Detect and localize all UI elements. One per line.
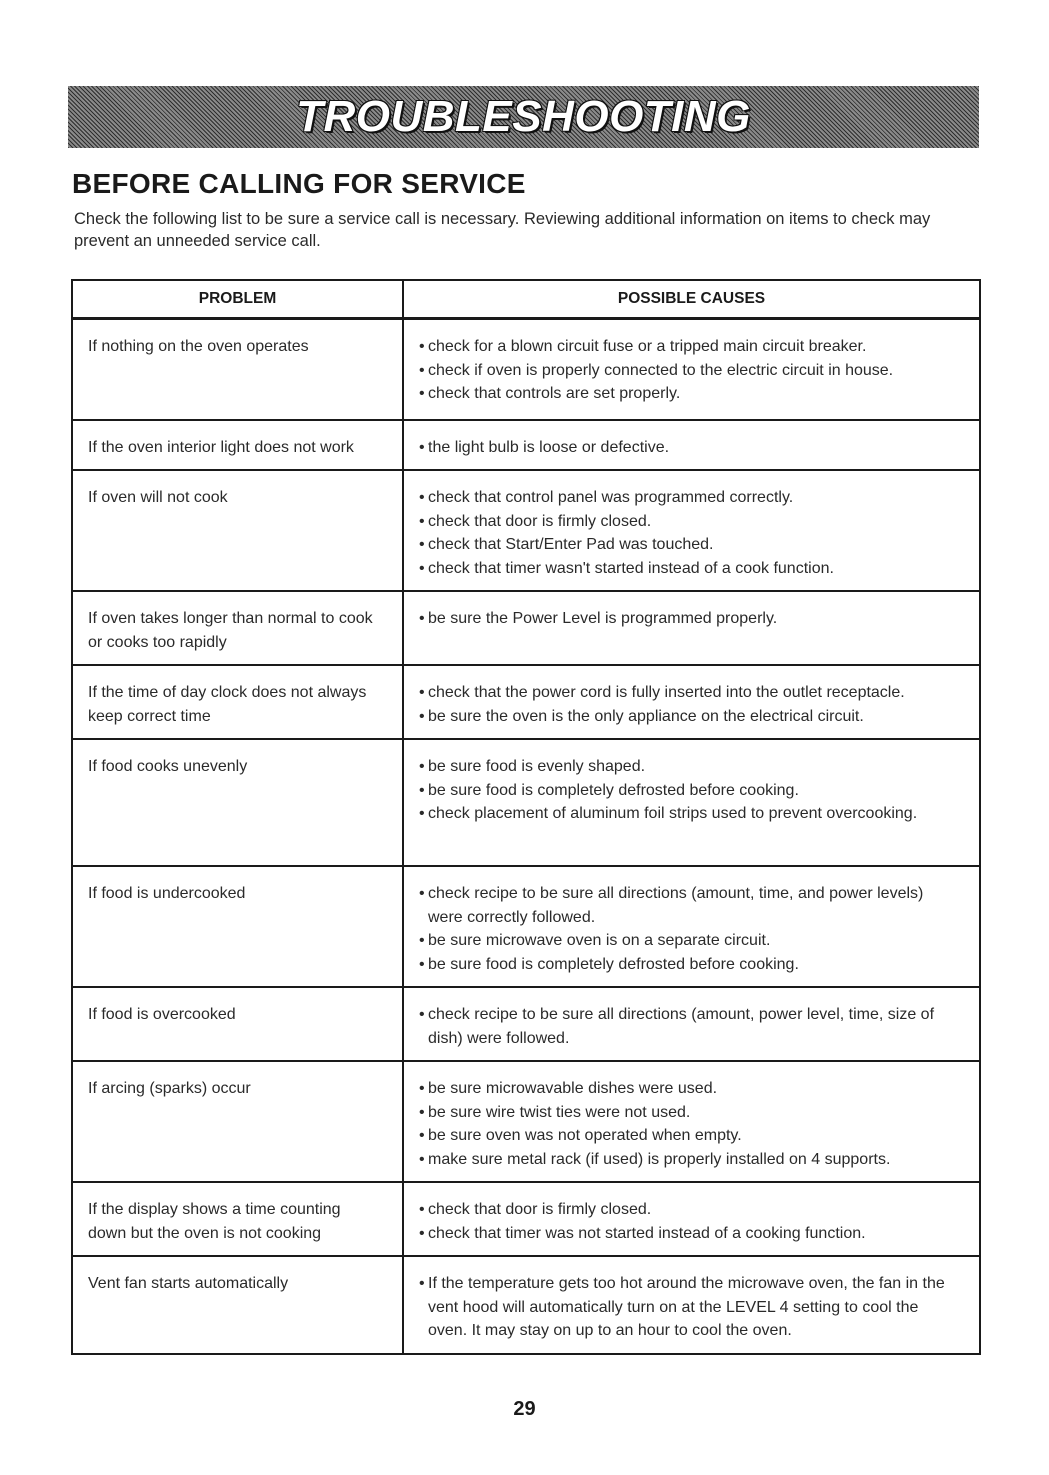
bullet-icon: • <box>419 512 425 530</box>
cause-line <box>419 1124 971 1148</box>
causes-cell <box>403 1182 980 1256</box>
cause-item <box>419 533 971 557</box>
cause-line <box>428 906 971 930</box>
cause-item <box>419 953 971 977</box>
cause-line <box>419 436 971 460</box>
table-header-row <box>72 280 980 319</box>
cause-item <box>419 705 971 729</box>
cause-item <box>419 382 971 406</box>
causes-cell <box>403 470 980 591</box>
cause-line <box>419 681 971 705</box>
bullet-icon: • <box>419 385 425 402</box>
bullet-icon: • <box>419 361 425 379</box>
cause-text: check that the power cord is fully inserted into the outlet receptacle. <box>428 684 905 701</box>
cause-item <box>419 486 971 510</box>
cause-line <box>419 1003 971 1027</box>
cause-text: dish) were followed. <box>428 1029 570 1047</box>
cause-text: check that timer was not started instead of a cooking function. <box>428 1224 866 1242</box>
cause-text: vent hood will automatically turn on at the LEVEL 4 setting to cool the <box>428 1298 919 1316</box>
problem-text: If the oven interior light does not work <box>88 438 354 456</box>
cause-line <box>419 755 971 779</box>
cause-item <box>419 1272 971 1343</box>
bullet-icon: • <box>419 1201 425 1218</box>
table-row <box>72 1182 980 1256</box>
cause-line <box>428 1296 971 1320</box>
problem-cell <box>72 1256 403 1354</box>
cause-line <box>428 1319 971 1343</box>
cause-text: check if oven is properly connected to the electric circuit in house. <box>428 361 894 379</box>
cause-item <box>419 436 971 460</box>
cause-line <box>419 382 971 406</box>
bullet-icon: • <box>419 805 425 822</box>
table-row <box>72 1256 980 1354</box>
troubleshooting-table <box>71 279 981 1355</box>
cause-text: make sure metal rack (if used) is properly installed on 4 supports. <box>428 1150 891 1168</box>
cause-line <box>419 1272 971 1296</box>
problem-text: If food cooks unevenly <box>88 758 248 775</box>
cause-text: be sure microwave oven is on a separate circuit. <box>428 932 771 949</box>
problem-text: If food is undercooked <box>88 885 246 902</box>
cause-line <box>419 359 971 383</box>
page-number: 29 <box>513 1398 536 1420</box>
problem-text: down but the oven is not cooking <box>88 1224 322 1242</box>
bullet-icon: • <box>419 489 425 506</box>
cause-text: be sure food is completely defrosted before cooking. <box>428 781 799 799</box>
table-row <box>72 866 980 987</box>
problem-text: If oven takes longer than normal to cook <box>88 610 373 627</box>
table-row <box>72 665 980 739</box>
title-banner <box>68 86 979 148</box>
causes-cell <box>403 591 980 665</box>
cause-text: check that Start/Enter Pad was touched. <box>428 536 714 553</box>
cause-text: check that timer wasn't started instead of a cook function. <box>428 559 834 577</box>
problem-cell <box>72 470 403 591</box>
cause-item <box>419 1003 971 1050</box>
table-row <box>72 987 980 1061</box>
bullet-icon: • <box>419 1150 425 1168</box>
cause-item <box>419 882 971 929</box>
cause-text: be sure microwavable dishes were used. <box>428 1080 718 1097</box>
cause-text: If the temperature gets too hot around the microwave oven, the fan in the <box>428 1275 945 1292</box>
cause-item <box>419 929 971 953</box>
cause-line <box>419 1198 971 1222</box>
bullet-icon: • <box>419 338 425 355</box>
problem-cell <box>72 739 403 866</box>
table-row <box>72 420 980 471</box>
table-row <box>72 591 980 665</box>
cause-text: check that control panel was programmed correctly. <box>428 489 794 506</box>
cause-item <box>419 335 971 359</box>
cause-text: check placement of aluminum foil strips used to prevent overcooking. <box>428 805 918 822</box>
cause-text: be sure the Power Level is programmed properly. <box>428 610 778 627</box>
cause-line <box>419 335 971 359</box>
cause-text: be sure wire twist ties were not used. <box>428 1103 691 1121</box>
cause-line <box>419 929 971 953</box>
bullet-icon: • <box>419 610 425 627</box>
cause-line <box>419 1077 971 1101</box>
problem-cell <box>72 319 403 420</box>
bullet-icon: • <box>419 1080 425 1097</box>
cause-text: check that controls are set properly. <box>428 385 681 402</box>
cause-item <box>419 1077 971 1101</box>
cause-text: be sure oven was not operated when empty. <box>428 1127 742 1144</box>
causes-cell <box>403 1256 980 1354</box>
cause-line <box>419 1101 971 1125</box>
bullet-icon: • <box>419 559 425 577</box>
bullet-icon: • <box>419 758 425 775</box>
problem-column-header: PROBLEM <box>72 280 403 319</box>
cause-item <box>419 510 971 534</box>
problem-text: If food is overcooked <box>88 1006 236 1023</box>
causes-cell <box>403 1061 980 1182</box>
cause-text: check for a blown circuit fuse or a tripped main circuit breaker. <box>428 338 867 355</box>
problem-text: If nothing on the oven operates <box>88 338 309 355</box>
cause-item <box>419 755 971 779</box>
bullet-icon: • <box>419 1275 425 1292</box>
cause-item <box>419 1101 971 1125</box>
problem-text: Vent fan starts automatically <box>88 1275 289 1292</box>
problem-cell <box>72 1061 403 1182</box>
cause-text: be sure food is evenly shaped. <box>428 758 646 775</box>
cause-line <box>419 1148 971 1172</box>
bullet-icon: • <box>419 438 425 456</box>
cause-line <box>419 557 971 581</box>
cause-item <box>419 681 971 705</box>
problem-text: If the time of day clock does not always <box>88 684 367 701</box>
cause-item <box>419 1222 971 1246</box>
cause-line <box>419 607 971 631</box>
cause-item <box>419 607 971 631</box>
cause-line <box>419 953 971 977</box>
cause-text: oven. It may stay on up to an hour to cool the oven. <box>428 1322 792 1339</box>
cause-item <box>419 779 971 803</box>
cause-text: check that door is firmly closed. <box>428 1201 652 1218</box>
cause-text: check that door is firmly closed. <box>428 512 652 530</box>
bullet-icon: • <box>419 932 425 949</box>
bullet-icon: • <box>419 885 425 902</box>
cause-text: check recipe to be sure all directions (amount, time, and power levels) <box>428 885 924 902</box>
cause-line <box>428 1027 971 1051</box>
cause-item <box>419 359 971 383</box>
table-row <box>72 470 980 591</box>
cause-item <box>419 557 971 581</box>
intro-paragraph: Check the following list to be sure a service call is necessary. Reviewing additional information on items to check may prevent an unneeded service call. <box>74 210 931 250</box>
bullet-icon: • <box>419 1127 425 1144</box>
table-row <box>72 739 980 866</box>
cause-item <box>419 1124 971 1148</box>
problem-cell <box>72 987 403 1061</box>
causes-column-header: POSSIBLE CAUSES <box>403 280 980 319</box>
problem-text: keep correct time <box>88 707 211 725</box>
bullet-icon: • <box>419 684 425 701</box>
problem-cell <box>72 1182 403 1256</box>
table-body <box>72 319 980 1355</box>
causes-cell <box>403 420 980 471</box>
cause-text: check recipe to be sure all directions (amount, power level, time, size of <box>428 1006 935 1023</box>
section-heading: BEFORE CALLING FOR SERVICE <box>72 168 526 199</box>
cause-line <box>419 486 971 510</box>
problem-cell <box>72 665 403 739</box>
problem-cell <box>72 591 403 665</box>
bullet-icon: • <box>419 781 425 799</box>
causes-cell <box>403 739 980 866</box>
problem-cell <box>72 866 403 987</box>
cause-line <box>419 1222 971 1246</box>
table-row <box>72 1061 980 1182</box>
banner-title: TROUBLESHOOTING <box>296 92 751 141</box>
cause-line <box>419 510 971 534</box>
cause-item <box>419 1148 971 1172</box>
problem-cell <box>72 420 403 471</box>
bullet-icon: • <box>419 536 425 553</box>
problem-text: If oven will not cook <box>88 489 228 506</box>
cause-text: be sure the oven is the only appliance on the electrical circuit. <box>428 707 864 725</box>
cause-line <box>419 802 971 826</box>
cause-item <box>419 802 971 826</box>
bullet-icon: • <box>419 1103 425 1121</box>
problem-text: If arcing (sparks) occur <box>88 1080 251 1097</box>
bullet-icon: • <box>419 1006 425 1023</box>
bullet-icon: • <box>419 707 425 725</box>
problem-text: or cooks too rapidly <box>88 633 227 651</box>
causes-cell <box>403 866 980 987</box>
cause-text: were correctly followed. <box>428 908 596 926</box>
table-row <box>72 319 980 420</box>
cause-item <box>419 1198 971 1222</box>
causes-cell <box>403 319 980 420</box>
cause-line <box>419 533 971 557</box>
cause-text: the light bulb is loose or defective. <box>428 438 670 456</box>
cause-line <box>419 882 971 906</box>
bullet-icon: • <box>419 1224 425 1242</box>
causes-cell <box>403 987 980 1061</box>
causes-cell <box>403 665 980 739</box>
problem-text: If the display shows a time counting <box>88 1201 341 1218</box>
cause-text: be sure food is completely defrosted before cooking. <box>428 955 799 973</box>
cause-line <box>419 779 971 803</box>
cause-line <box>419 705 971 729</box>
bullet-icon: • <box>419 955 425 973</box>
